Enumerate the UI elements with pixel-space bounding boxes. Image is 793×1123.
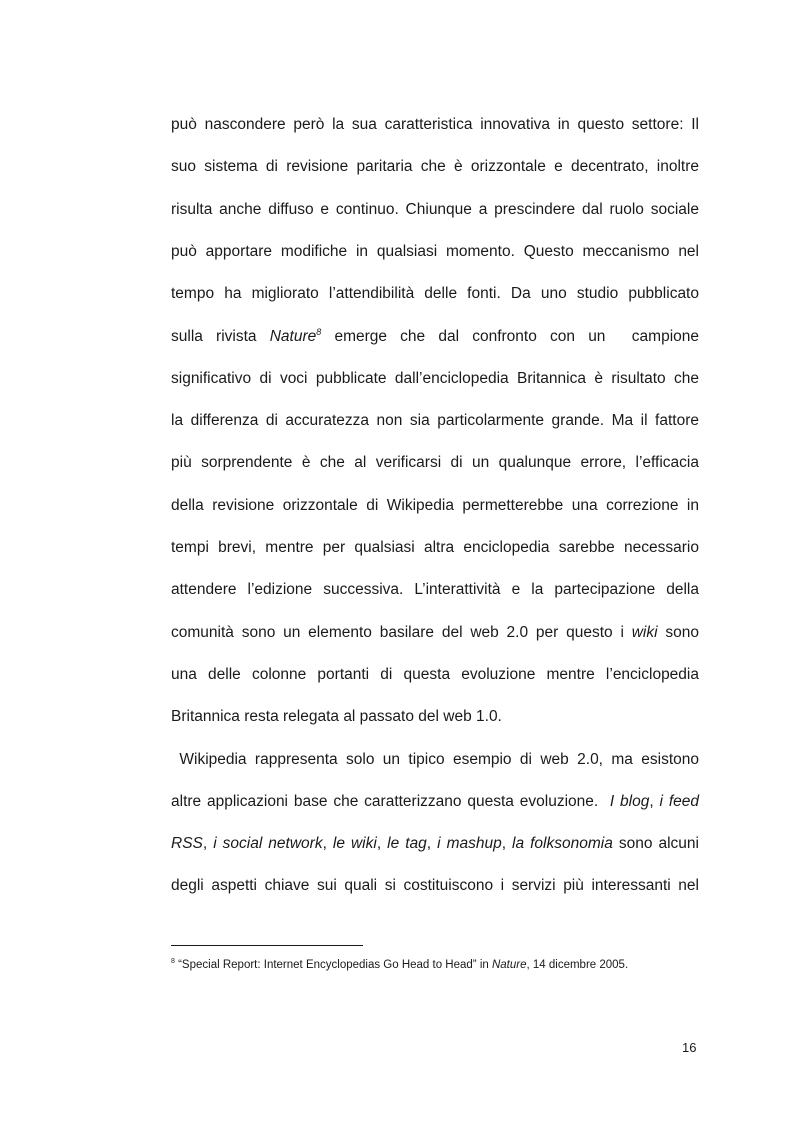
text-segment: i mashup: [437, 835, 502, 853]
text-segment: la differenza di accuratezza non sia particolarmente grande. Ma il fattore: [171, 412, 699, 430]
body-line: [171, 618, 699, 648]
text-segment: una delle colonne portanti di questa evoluzione mentre l’enciclopedia: [171, 665, 699, 683]
text-segment: comunità sono un elemento basilare del web 2.0 per questo i: [171, 623, 632, 641]
text-segment: della revisione orizzontale di Wikipedia permetterebbe una correzione in: [171, 496, 699, 514]
text-segment: sono alcuni: [612, 835, 699, 853]
body-line: [171, 110, 699, 140]
text-segment: i social network: [213, 835, 323, 853]
footnote-separator: [171, 945, 363, 946]
body-line: [171, 237, 699, 267]
body-line: [171, 787, 699, 817]
footnote-journal: Nature: [491, 959, 527, 971]
body-line: [171, 279, 699, 309]
body-line: [171, 829, 699, 859]
body-line: [171, 195, 699, 225]
text-segment: I blog: [609, 792, 650, 810]
body-line: [171, 533, 699, 563]
footnote: [171, 957, 731, 973]
text-segment: altre applicazioni base che caratterizzano questa evoluzione.: [171, 792, 610, 810]
text-segment: ,: [376, 835, 388, 853]
text-segment: ,: [322, 835, 333, 853]
text-segment: ,: [649, 792, 660, 810]
text-segment: le wiki: [332, 835, 377, 853]
footnote-text-after: , 14 dicembre 2005.: [526, 959, 629, 971]
text-segment: Wikipedia rappresenta solo un tipico esempio di web 2.0, ma esistono: [171, 750, 699, 768]
body-line: [171, 448, 699, 478]
text-segment: Nature: [269, 327, 317, 345]
body-line: [171, 152, 699, 182]
body-line: [171, 660, 699, 690]
text-segment: emerge che dal confronto con un campione: [321, 327, 699, 345]
text-segment: Britannica resta relegata al passato del web 1.0.: [171, 708, 502, 726]
body-line: [171, 491, 699, 521]
body-line: [171, 871, 699, 901]
text-segment: significativo di voci pubblicate dall’enciclopedia Britannica è risultato che: [171, 369, 699, 387]
body-line: [171, 364, 699, 394]
footnote-text-before: “Special Report: Internet Encyclopedias Go Head to Head” in: [174, 959, 492, 971]
text-segment: risulta anche diffuso e continuo. Chiunque a prescindere dal ruolo sociale: [171, 200, 699, 218]
footnote-mark: 8: [171, 958, 175, 966]
text-segment: i feed: [659, 792, 699, 810]
text-segment: degli aspetti chiave sui quali si costituiscono i servizi più interessanti nel: [171, 877, 699, 895]
text-segment: suo sistema di revisione paritaria che è orizzontale e decentrato, inoltre: [171, 158, 699, 176]
text-segment: ,: [501, 835, 513, 853]
text-segment: attendere l’edizione successiva. L’interattività e la partecipazione della: [171, 581, 699, 599]
body-line: [171, 745, 699, 775]
body-line: [171, 702, 699, 732]
text-segment: più sorprendente è che al verificarsi di un qualunque errore, l’efficacia: [171, 454, 699, 472]
text-segment: tempo ha migliorato l’attendibilità delle fonti. Da uno studio pubblicato: [171, 285, 699, 303]
text-segment: tempi brevi, mentre per qualsiasi altra enciclopedia sarebbe necessario: [171, 539, 699, 556]
text-segment: la folksonomia: [512, 835, 613, 853]
text-segment: sono: [657, 623, 699, 641]
footnote-reference: 8: [316, 326, 322, 337]
text-segment: ,: [426, 835, 438, 853]
text-segment: RSS: [171, 835, 203, 853]
text-segment: ,: [202, 835, 214, 853]
text-segment: può nascondere però la sua caratteristica innovativa in questo settore: Il: [171, 116, 699, 133]
body-line: [171, 322, 699, 352]
text-segment: le tag: [387, 835, 427, 853]
body-line: [171, 575, 699, 605]
body-line: [171, 406, 699, 436]
text-segment: può apportare modifiche in qualsiasi momento. Questo meccanismo nel: [171, 242, 699, 260]
text-segment: wiki: [631, 623, 658, 641]
text-segment: sulla rivista: [171, 327, 270, 345]
page-number: 16: [682, 1040, 697, 1055]
